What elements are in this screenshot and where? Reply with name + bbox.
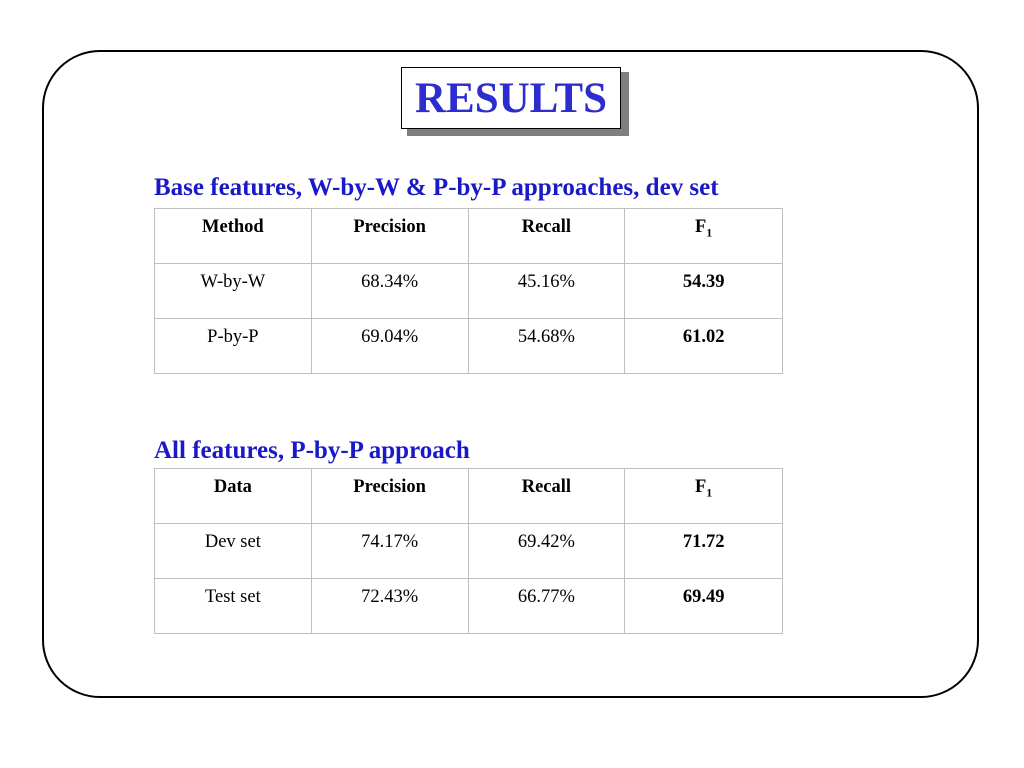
precision-cell: 72.43% (311, 579, 468, 634)
column-header-f1 (625, 469, 783, 524)
section-heading-all-features: All features, P-by-P approach (154, 437, 470, 464)
row-label: W-by-W (155, 264, 312, 319)
f1-cell: 54.39 (625, 264, 783, 319)
column-header-recall: Recall (468, 209, 625, 264)
recall-cell: 54.68% (468, 319, 625, 374)
row-label: P-by-P (155, 319, 312, 374)
table-row (155, 319, 783, 374)
row-label: Dev set (155, 524, 312, 579)
f1-cell: 71.72 (625, 524, 783, 579)
column-header-recall: Recall (468, 469, 625, 524)
column-header-precision: Precision (311, 469, 468, 524)
f1-subscript: 1 (706, 225, 713, 240)
column-header-precision: Precision (311, 209, 468, 264)
recall-cell: 69.42% (468, 524, 625, 579)
f1-cell: 61.02 (625, 319, 783, 374)
recall-cell: 45.16% (468, 264, 625, 319)
f1-letter: F (694, 477, 707, 497)
table-header-row (155, 209, 783, 264)
f1-letter: F (694, 217, 707, 237)
table-row (155, 579, 783, 634)
precision-cell: 69.04% (311, 319, 468, 374)
precision-cell: 68.34% (311, 264, 468, 319)
section-heading-base-features: Base features, W-by-W & P-by-P approaches, dev set (154, 174, 719, 201)
slide-title: RESULTS (414, 74, 608, 122)
title-box (401, 67, 621, 129)
results-table-base-features (154, 208, 783, 374)
table-header-row (155, 469, 783, 524)
table-row (155, 264, 783, 319)
column-header-f1 (625, 209, 783, 264)
precision-cell: 74.17% (311, 524, 468, 579)
recall-cell: 66.77% (468, 579, 625, 634)
f1-cell: 69.49 (625, 579, 783, 634)
column-header-data: Data (155, 469, 312, 524)
table-row (155, 524, 783, 579)
row-label: Test set (155, 579, 312, 634)
f1-subscript: 1 (706, 485, 713, 500)
results-table-all-features (154, 468, 783, 634)
column-header-method: Method (155, 209, 312, 264)
